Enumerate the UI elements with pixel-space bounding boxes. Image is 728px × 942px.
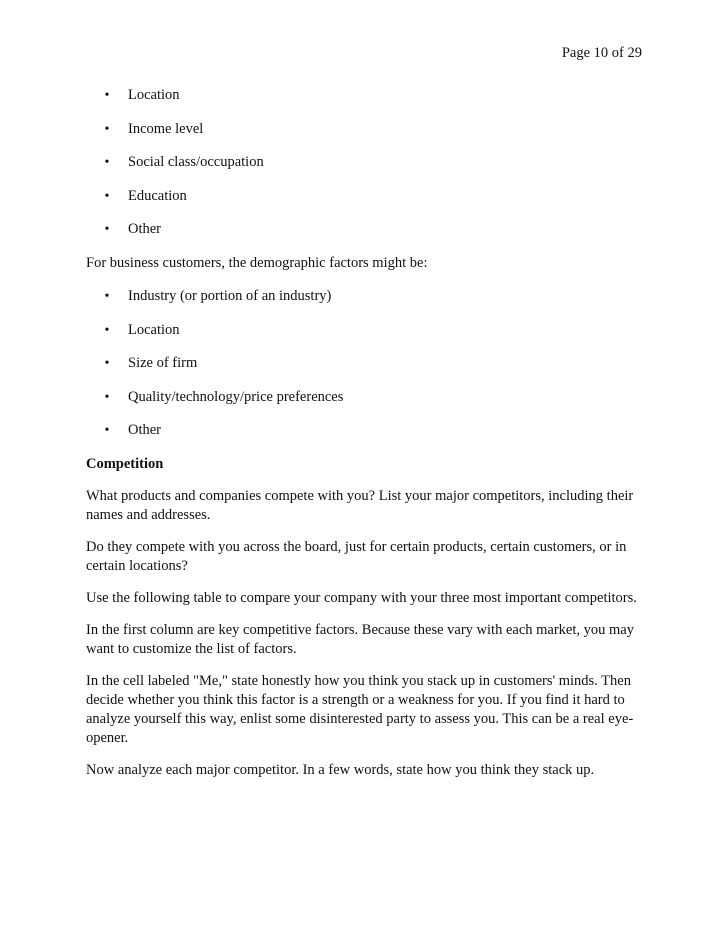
bullet-icon: • xyxy=(104,322,110,338)
bullet-icon: • xyxy=(104,88,110,103)
bullet-icon: • xyxy=(104,356,110,372)
paragraph: In the first column are key competitive factors. Because these vary with each market, you may want to customize the list of factors. xyxy=(86,621,634,657)
list-item-text: Social class/occupation xyxy=(128,154,264,171)
bullet-icon: • xyxy=(104,155,110,171)
bullet-icon: • xyxy=(104,222,110,238)
list-item-text: Quality/technology/price preferences xyxy=(128,388,344,405)
list-item xyxy=(86,86,646,120)
business-intro-text: For business customers, the demographic factors might be: xyxy=(86,254,428,271)
list-item xyxy=(86,354,646,388)
list-item xyxy=(86,421,646,455)
section-heading-competition: Competition xyxy=(86,455,164,472)
list-item-text: Industry (or portion of an industry) xyxy=(128,287,332,304)
paragraph: What products and companies compete with you? List your major competitors, including their names and addresses. xyxy=(86,487,634,523)
bullet-icon: • xyxy=(104,188,110,204)
list-item xyxy=(86,287,646,321)
list-item-text: Education xyxy=(128,187,187,204)
list-item-text: Size of firm xyxy=(128,355,198,372)
list-item xyxy=(86,220,646,254)
list-item-text: Income level xyxy=(128,120,204,137)
list-item-text: Other xyxy=(128,422,162,439)
bullet-icon: • xyxy=(104,423,110,439)
bullet-icon: • xyxy=(104,288,110,304)
business-factors-list xyxy=(86,287,646,455)
paragraph: Now analyze each major competitor. In a few words, state how you think they stack up. xyxy=(86,761,595,778)
page-number: Page 10 of 29 xyxy=(561,45,642,61)
consumer-factors-list xyxy=(86,86,646,254)
list-item xyxy=(86,321,646,355)
paragraph: Use the following table to compare your company with your three most important competitors. xyxy=(86,589,637,606)
paragraph: Do they compete with you across the board, just for certain products, certain customers, or in certain locations? xyxy=(86,538,627,574)
bullet-icon: • xyxy=(104,121,110,137)
list-item xyxy=(86,388,646,422)
list-item-text: Other xyxy=(128,221,162,238)
list-item-text: Location xyxy=(128,321,180,338)
list-item xyxy=(86,187,646,221)
list-item xyxy=(86,153,646,187)
bullet-icon: • xyxy=(104,389,110,405)
list-item-text: Location xyxy=(128,87,180,103)
page-content xyxy=(86,86,646,793)
list-item xyxy=(86,120,646,154)
paragraph: In the cell labeled "Me," state honestly how you think you stack up in customers' minds. Then decide whether you think this factor is a strength or a weakness for you. If you find it hard to analyze yourself this way, enlist some disinterested party to assess you. This can be a real eye-opener. xyxy=(86,672,634,746)
